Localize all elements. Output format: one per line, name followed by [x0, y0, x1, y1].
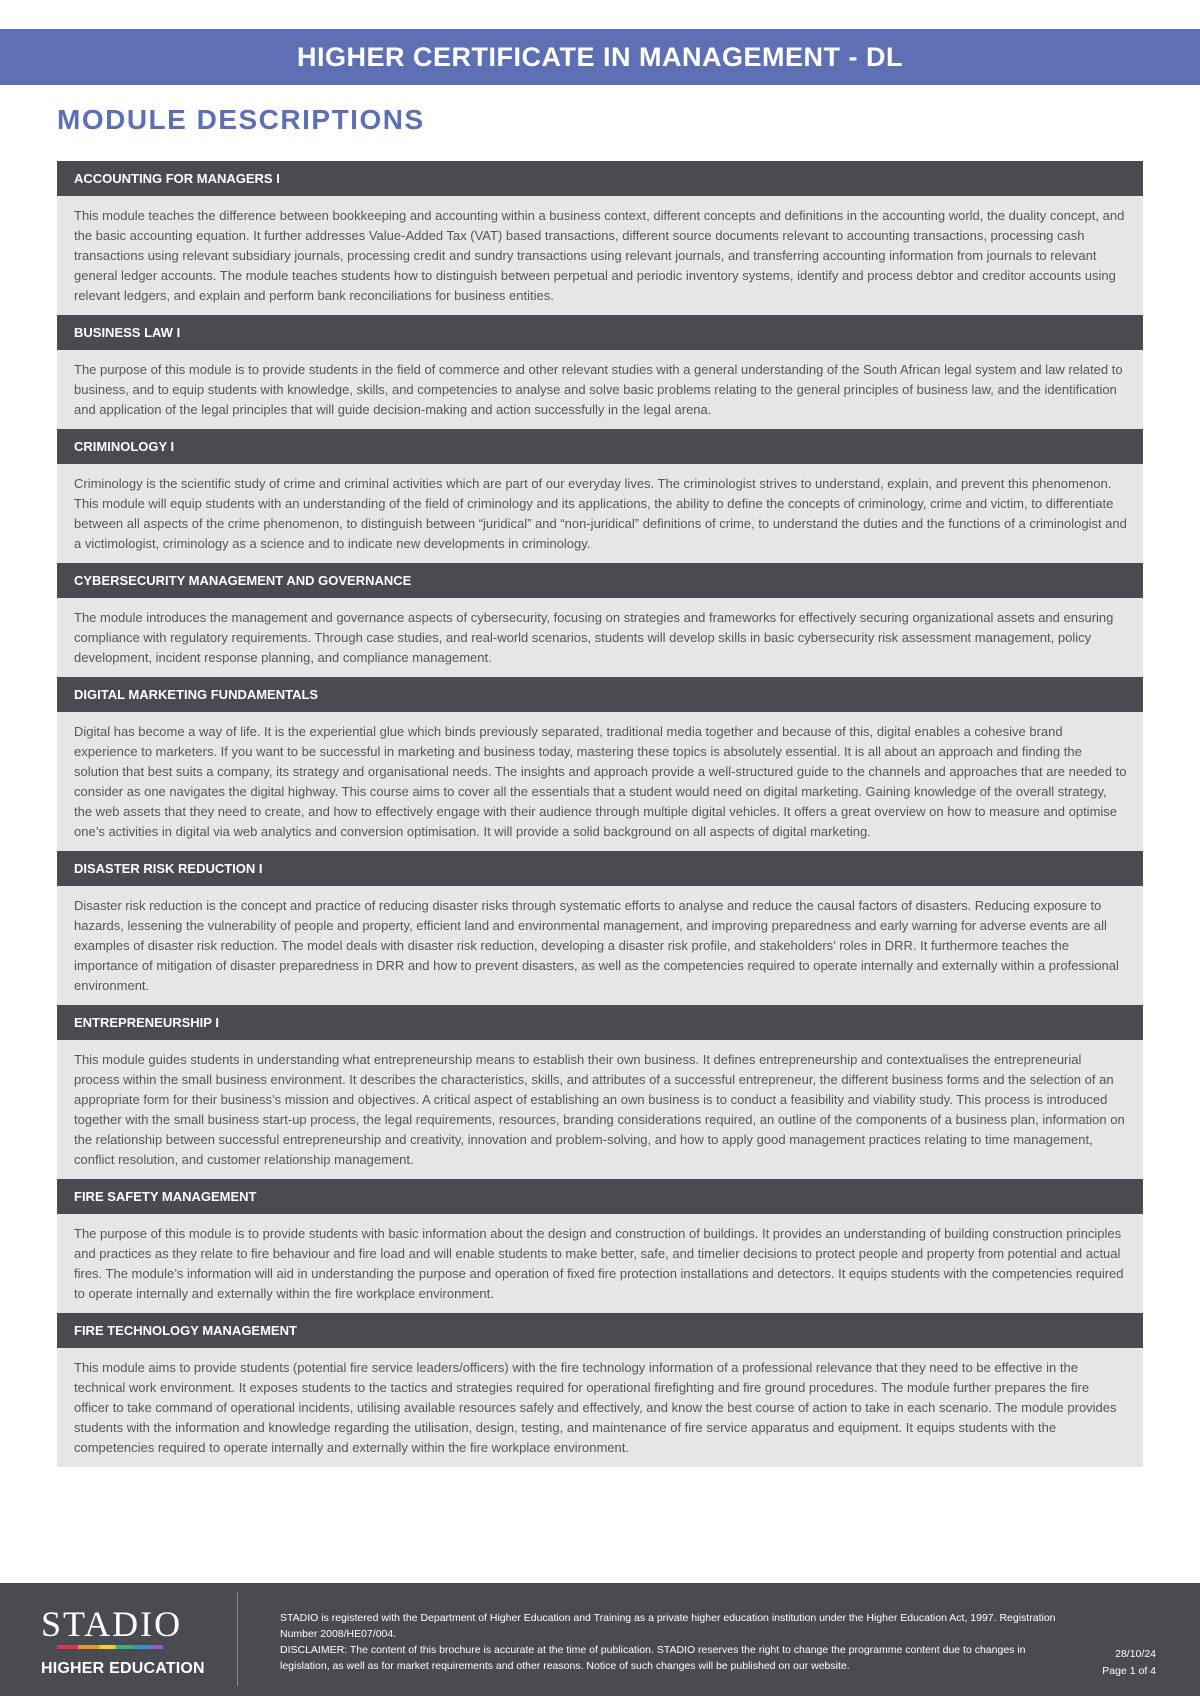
module-description: Digital has become a way of life. It is the experiential glue which binds previously separated, traditional media together and because of this, digital enables a cohesive brand experience to marketers. If you want to be successful in marketing and business today, mastering these topics is absolutely essential. It is all about an approach and finding the solution that best suits a company, its strategy and organisational needs. The insights and approach provide a well-structured guide to the channels and approaches that are needed to consider as one navigates the digital highway. This course aims to cover all the essentials that a student would need on digital marketing. Gaining knowledge of the overall strategy, the web assets that they need to create, and how to effectively engage with their audience through multiple digital vehicles. It offers a great overview on how to measure and optimise one’s activities in digital via web analytics and conversion optimisation. It will provide a solid background on all aspects of digital marketing.: [57, 712, 1143, 851]
module-title: BUSINESS LAW I: [57, 315, 1143, 350]
module-title: FIRE SAFETY MANAGEMENT: [57, 1179, 1143, 1214]
programme-banner: [0, 29, 1200, 85]
publication-date: 28/10/24: [1115, 1648, 1156, 1660]
module-description: This module teaches the difference between bookkeeping and accounting within a business context, different concepts and definitions in the accounting world, the duality concept, and the basic accounting equation. It further addresses Value-Added Tax (VAT) based transactions, different source documents relevant to accounting transactions, processing cash transactions using relevant subsidiary journals, processing credit and sundry transactions using relevant journals, and transferring accounting information from journals to relevant general ledger accounts. The module teaches students how to distinguish between perpetual and periodic inventory systems, identify and process debtor and creditor accounts using relevant ledgers, and explain and perform bank reconciliations for business entities.: [57, 196, 1143, 315]
module-description: Criminology is the scientific study of crime and criminal activities which are part of our everyday lives. The criminologist strives to understand, explain, and prevent this phenomenon. This module will equip students with an understanding of the field of criminology and its applications, the ability to define the concepts of criminology, crime and victim, to differentiate between all aspects of the crime phenomenon, to distinguish between “juridical” and “non-juridical” definitions of crime, to understand the duties and the functions of a criminologist and a victimologist, criminology as a science and to indicate new developments in criminology.: [57, 464, 1143, 563]
module-title: ENTREPRENEURSHIP I: [57, 1005, 1143, 1040]
module-list: [57, 161, 1143, 1467]
section-title: MODULE DESCRIPTIONS: [57, 104, 425, 135]
module-description: The purpose of this module is to provide students with basic information about the design and construction of buildings. It provides an understanding of building construction principles and practices as they relate to fire behaviour and fire load and will enable students to make better, safe, and timelier decisions to protect people and property from potential and actual fires. The module’s information will aid in understanding the purpose and operation of fixed fire protection installations and detectors. It equips students with the competencies required to operate internally and externally within the fire workplace environment.: [57, 1214, 1143, 1313]
programme-title: HIGHER CERTIFICATE IN MANAGEMENT - DL: [297, 41, 903, 72]
module-disaster-risk-reduction: [57, 851, 1143, 1005]
module-title: CRIMINOLOGY I: [57, 429, 1143, 464]
page-footer: [0, 1583, 1200, 1696]
disclaimer-notice: DISCLAIMER: The content of this brochure is accurate at the time of publication. STADIO reserves the right to change the programme content due to changes in legislation, as well as for market requirements and other reasons. Notice of such changes will be published on our website.: [280, 1644, 1026, 1672]
module-title: CYBERSECURITY MANAGEMENT AND GOVERNANCE: [57, 563, 1143, 598]
registration-notice: STADIO is registered with the Department of Higher Education and Training as a private higher education institution under the Higher Education Act, 1997. Registration Number 2008/HE07/004.: [280, 1612, 1056, 1640]
page-number: Page 1 of 4: [1102, 1665, 1156, 1677]
module-title: DIGITAL MARKETING FUNDAMENTALS: [57, 677, 1143, 712]
module-fire-technology: [57, 1313, 1143, 1467]
module-accounting-for-managers: [57, 161, 1143, 315]
module-business-law: [57, 315, 1143, 429]
module-cybersecurity: [57, 563, 1143, 677]
module-title: FIRE TECHNOLOGY MANAGEMENT: [57, 1313, 1143, 1348]
module-title: ACCOUNTING FOR MANAGERS I: [57, 161, 1143, 196]
module-entrepreneurship: [57, 1005, 1143, 1179]
module-description: The module introduces the management and governance aspects of cybersecurity, focusing on strategies and frameworks for effectively securing organizational assets and ensuring compliance with regulatory requirements. Through case studies, and real-world scenarios, students will develop skills in basic cybersecurity risk assessment management, policy development, incident response planning, and compliance management.: [57, 598, 1143, 677]
module-description: The purpose of this module is to provide students in the field of commerce and other relevant studies with a general understanding of the South African legal system and law related to business, and to equip students with knowledge, skills, and competencies to analyse and solve basic problems relating to the general principles of business law, and the identification and application of the legal principles that will guide decision-making and action successfully in the legal arena.: [57, 350, 1143, 429]
module-description: Disaster risk reduction is the concept and practice of reducing disaster risks through systematic efforts to analyse and reduce the causal factors of disasters. Reducing exposure to hazards, lessening the vulnerability of people and property, efficient land and environmental management, and improving preparedness and early warning for adverse events are all examples of disaster risk reduction. The model deals with disaster risk reduction, developing a disaster risk profile, and stakeholders’ roles in DRR. It furthermore teaches the importance of mitigation of disaster preparedness in DRR and how to prevent disasters, as well as the competencies required to operate internally and externally within a professional environment.: [57, 886, 1143, 1005]
module-fire-safety: [57, 1179, 1143, 1313]
module-description: This module aims to provide students (potential fire service leaders/officers) with the fire technology information of a professional relevance that they need to be effective in the technical work environment. It exposes students to the tactics and strategies required for operational firefighting and fire ground procedures. The module further prepares the fire officer to take command of operational incidents, utilising available resources safely and effectively, and know the best course of action to take in each scenario. The module provides students with the information and knowledge regarding the utilisation, design, testing, and maintenance of fire service apparatus and equipment. It equips students with the competencies required to operate internally and externally within the fire workplace environment.: [57, 1348, 1143, 1467]
footer-divider: [237, 1592, 238, 1686]
module-description: This module guides students in understanding what entrepreneurship means to establish their own business. It defines entrepreneurship and contextualises the entrepreneurial process within the small business environment. It describes the characteristics, skills, and attributes of a successful entrepreneur, the different business forms and the selection of an appropriate form for their business’s mission and objectives. A critical aspect of establishing an own business is to conduct a feasibility and viability study. This process is introduced together with the small business start-up process, the legal requirements, resources, branding considerations required, an outline of the components of a business plan, information on the relationship between successful entrepreneurship and creativity, innovation and problem-solving, and how to apply good management practices relating to time management, conflict resolution, and customer relationship management.: [57, 1040, 1143, 1179]
stadio-logo: STADIO: [41, 1604, 183, 1644]
logo-subtitle: HIGHER EDUCATION: [41, 1660, 205, 1677]
footer-meta: [1102, 1646, 1156, 1680]
module-criminology: [57, 429, 1143, 563]
footer-legal-text: [280, 1610, 1070, 1674]
logo-color-bar: [57, 1645, 163, 1649]
module-digital-marketing: [57, 677, 1143, 851]
module-title: DISASTER RISK REDUCTION I: [57, 851, 1143, 886]
